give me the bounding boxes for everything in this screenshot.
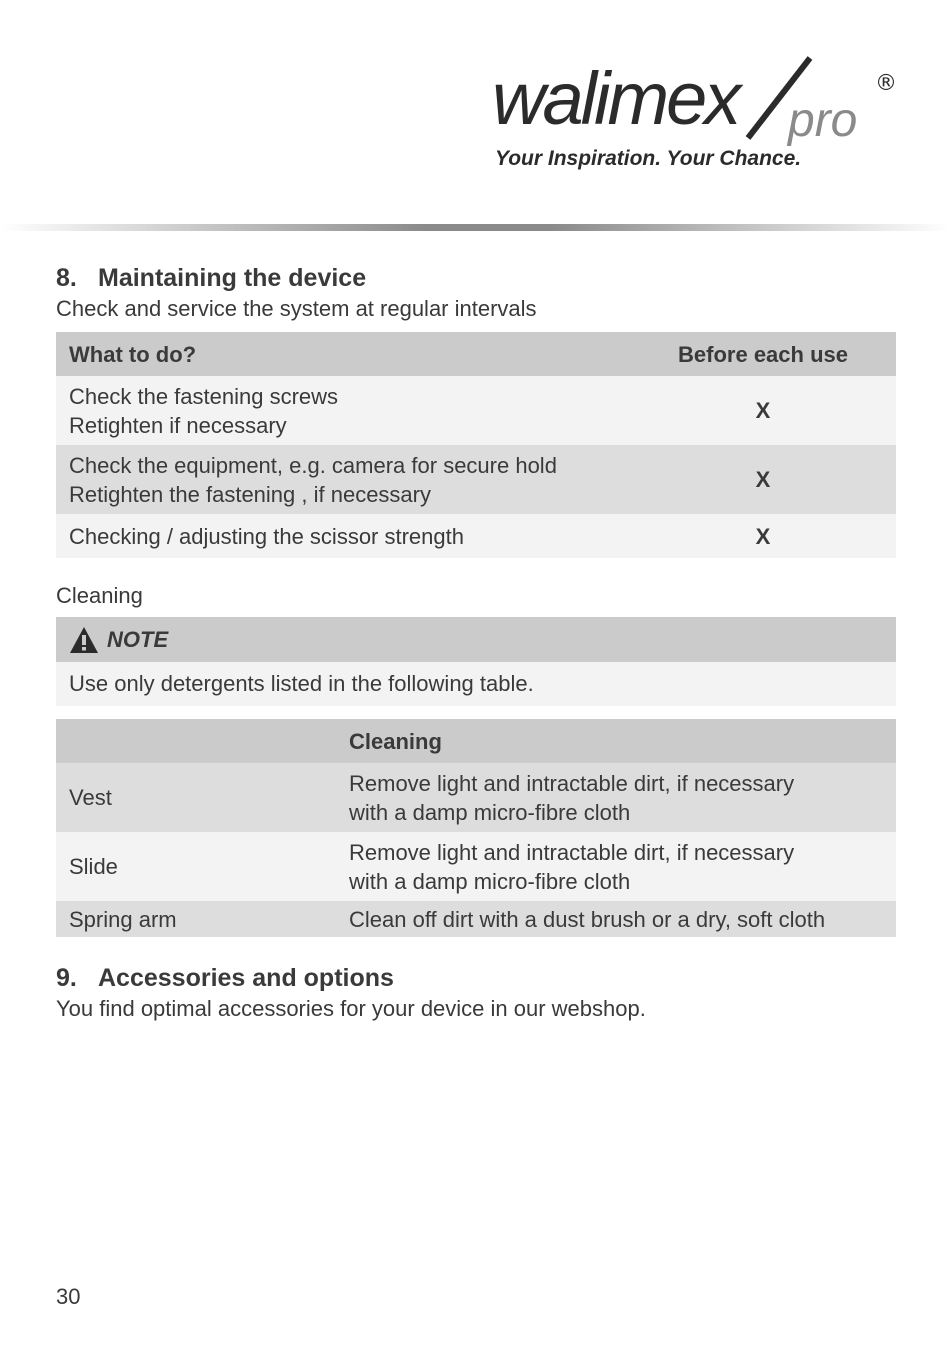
note-box [56, 617, 896, 706]
maintenance-table-header [56, 332, 896, 376]
page-number: 30 [56, 1284, 81, 1309]
table-row [56, 376, 896, 445]
header-cleaning: Cleaning [336, 719, 896, 763]
instruction-cell [336, 763, 896, 832]
note-title: NOTE [107, 626, 169, 652]
cleaning-table-header [56, 719, 896, 763]
page-content [56, 262, 896, 1024]
cleaning-label: Cleaning [56, 583, 143, 608]
table-row [56, 514, 896, 558]
logo-pro: pro [788, 94, 858, 147]
section-9-text: You find optimal accessories for your device in our webshop. [56, 996, 646, 1021]
item-cell: Vest [56, 763, 336, 832]
brand-logo [490, 52, 900, 177]
registered-mark: ® [875, 71, 897, 96]
task-cell [56, 445, 630, 514]
note-header [56, 617, 896, 662]
table-row [56, 445, 896, 514]
section-8-intro: Check and service the system at regular intervals [56, 296, 537, 321]
section-9-title: Accessories and options [98, 964, 394, 992]
table-row [56, 832, 896, 901]
item-cell: Slide [56, 832, 336, 901]
instruction-cell [336, 901, 896, 937]
instruction-line: Clean off dirt with a dust brush or a dry, soft cloth [349, 906, 826, 932]
section-8-title: Maintaining the device [98, 264, 367, 292]
logo-tagline: Your Inspiration. Your Chance. [495, 147, 802, 170]
logo-word: walimex [492, 57, 739, 140]
check-mark: X [630, 514, 896, 558]
header-what-to-do: What to do? [56, 332, 630, 376]
check-mark: X [630, 376, 896, 445]
section-8-heading [56, 262, 896, 294]
task-line: Check the fastening screws [69, 383, 339, 409]
maintenance-table [56, 332, 896, 558]
warning-triangle-icon [69, 626, 99, 654]
task-cell [56, 376, 630, 445]
table-row [56, 763, 896, 832]
task-line: Retighten the fastening , if necessary [69, 481, 431, 507]
instruction-cell [336, 832, 896, 901]
task-line: Checking / adjusting the scissor strength [69, 523, 464, 549]
header-before-each-use: Before each use [630, 332, 896, 376]
section-9-number: 9. [56, 964, 77, 992]
instruction-line: Remove light and intractable dirt, if necessary [349, 770, 795, 796]
section-8-number: 8. [56, 264, 77, 292]
header-divider [0, 224, 950, 231]
task-cell [56, 514, 630, 558]
task-line: Check the equipment, e.g. camera for secure hold [69, 452, 557, 478]
table-row [56, 901, 896, 937]
section-9-heading [56, 962, 896, 994]
check-mark: X [630, 445, 896, 514]
instruction-line: Remove light and intractable dirt, if necessary [349, 839, 795, 865]
item-cell: Spring arm [56, 901, 336, 937]
cleaning-table [56, 719, 896, 937]
logo-wordmark [490, 52, 900, 147]
header-item [56, 719, 336, 763]
instruction-line: with a damp micro-fibre cloth [349, 799, 631, 825]
task-line: Retighten if necessary [69, 412, 287, 438]
instruction-line: with a damp micro-fibre cloth [349, 868, 631, 894]
note-text: Use only detergents listed in the following table. [56, 662, 896, 706]
